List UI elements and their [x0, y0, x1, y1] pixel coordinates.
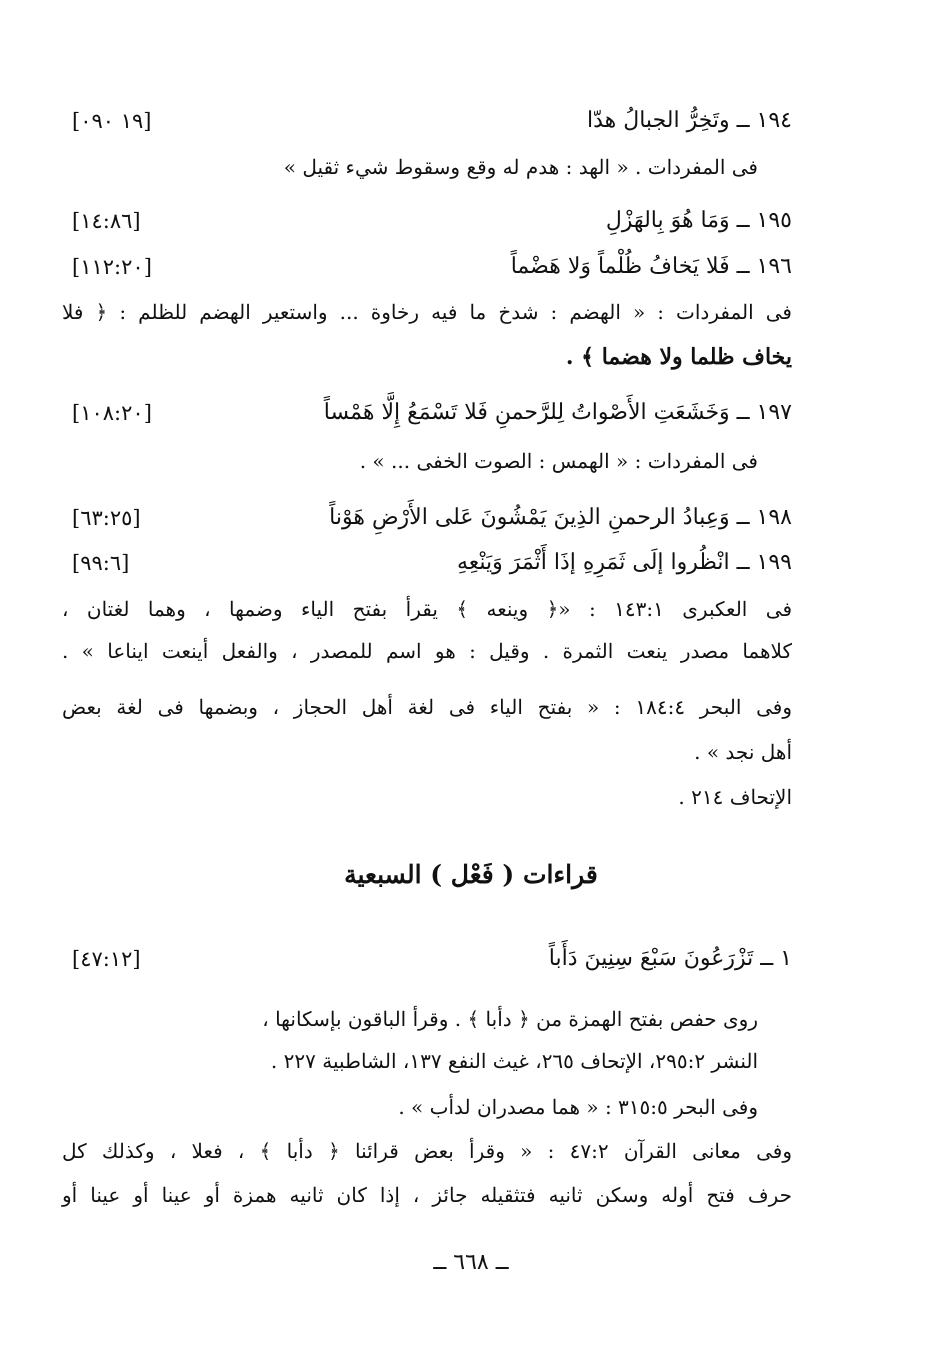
verse-reference: [١٠٨:٢٠]	[72, 401, 152, 425]
verse-text: ١٩٤ ــ وتَخِرُّ الجبالُ هدّا	[586, 108, 792, 133]
note-194: فى المفردات . « الهد : هدم له وقع وسقوط شيء ثقيل »	[283, 155, 758, 179]
note-199-line4: أهل نجد » .	[694, 740, 792, 764]
note-199-line5: الإتحاف ٢١٤ .	[678, 785, 792, 809]
note-196-line2: يخاف ظلما ولا هضما ﴾ .	[565, 344, 792, 370]
note-199-line3: وفى البحر ١٨٤:٤ : « بفتح الياء فى لغة أهل الحجاز ، وبضمها فى لغة بعض	[62, 695, 792, 719]
verse-text: ١٩٦ ــ فَلا يَخافُ ظُلْماً وَلا هَضْماً	[510, 254, 792, 279]
reading-1-line4: وفى معانى القرآن ٤٧:٢ : « وقرأ بعض قرائنا ﴿ دأبا ﴾ ، فعلا ، وكذلك كل	[62, 1139, 792, 1163]
reading-1-line2: النشر ٢٩٥:٢، الإتحاف ٢٦٥، غيث النفع ١٣٧، الشاطبية ٢٢٧ .	[270, 1049, 758, 1073]
verse-reference: [١٩ ٠٩٠]	[72, 109, 152, 133]
verse-text: ١٩٩ ــ انْظُروا إلَى ثَمَرِهِ إذَا أَثْمَرَ وَيَنْعِهِ	[456, 550, 792, 575]
reading-1-line1: روى حفص بفتح الهمزة من ﴿ دأبا ﴾ . وقرأ الباقون بإسكانها ،	[262, 1007, 758, 1031]
page-number: ــ ٦٦٨ ــ	[433, 1250, 509, 1275]
note-196-line1: فى المفردات : « الهضم : شدخ ما فيه رخاوة ... واستعير الهضم للظلم : ﴿ فلا	[62, 300, 792, 324]
verse-reference: [٦٣:٢٥]	[72, 506, 141, 530]
verse-text: ١٩٨ ــ وَعِبادُ الرحمنِ الذِينَ يَمْشُونَ عَلى الأَرْضِ هَوْناً	[329, 505, 792, 530]
verse-reference: [١٤:٨٦]	[72, 209, 141, 233]
note-199-line1: فى العكبرى ١٤٣:١ : «﴿ وينعه ﴾ يقرأ بفتح الياء وضمها ، وهما لغتان ،	[62, 597, 793, 621]
reading-1-line3: وفى البحر ٣١٥:٥ : « هما مصدران لدأب » .	[398, 1095, 758, 1119]
note-199-line2: كلاهما مصدر ينعت الثمرة . وقيل : هو اسم للمصدر ، والفعل أينعت ايناعا » .	[62, 639, 792, 663]
reading-1-line5: حرف فتح أوله وسكن ثانيه فتثقيله جائز ، إذا كان ثانيه همزة أو عينا أو عينا أو	[62, 1183, 792, 1207]
verse-text: ١٩٥ ــ وَمَا هُوَ بِالهَزْلِ	[605, 208, 792, 233]
verse-text: ١٩٧ ــ وَخَشَعَتِ الأَصْواتُ لِلرَّحمنِ فَلا تَسْمَعُ إِلَّا هَمْساً	[323, 400, 792, 425]
verse-reference: [٤٧:١٢]	[72, 947, 141, 971]
verse-text: ١ ــ تَزْرَعُونَ سَبْعَ سِنِينَ دَأَباً	[548, 946, 792, 971]
note-197: فى المفردات : « الهمس : الصوت الخفى ... » .	[359, 449, 758, 473]
verse-reference: [١١٢:٢٠]	[72, 255, 152, 279]
section-heading: قراءات ( فَعْل ) السبعية	[344, 860, 598, 889]
verse-reference: [٩٩:٦]	[72, 551, 130, 575]
